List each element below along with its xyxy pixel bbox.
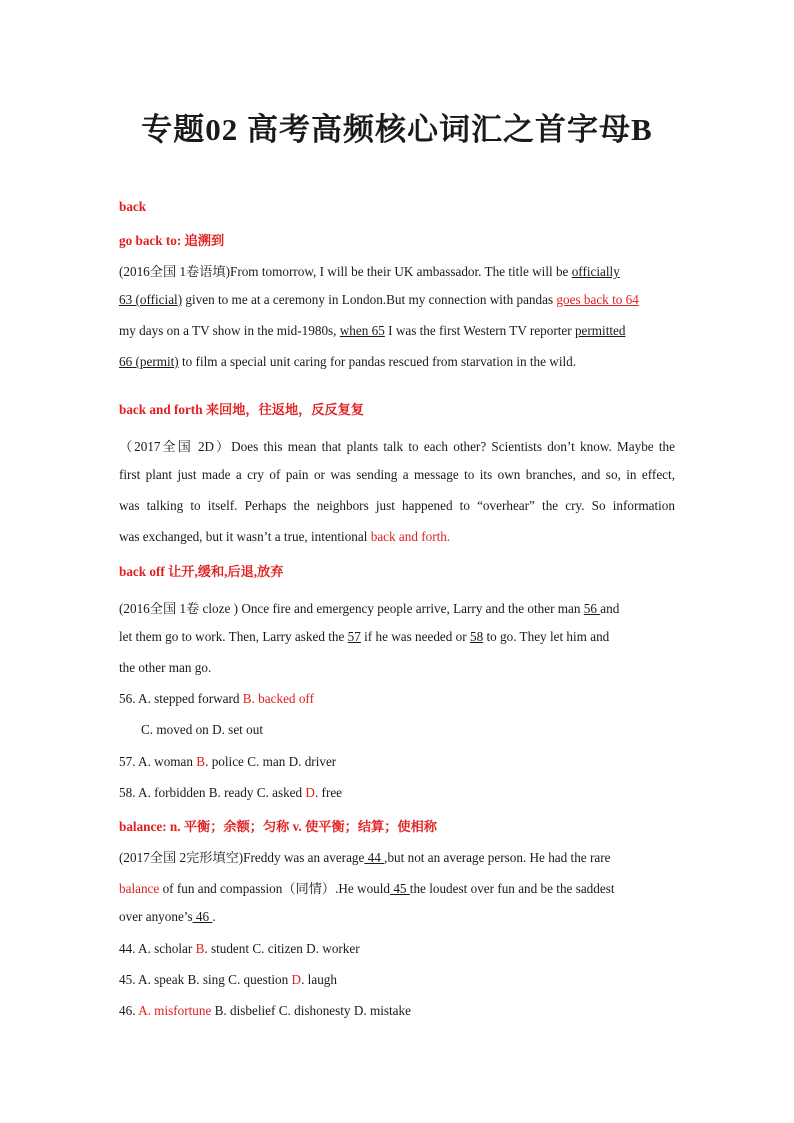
text-span: (2017全国 2完形填空)Freddy was an average bbox=[119, 850, 365, 865]
text-span: (2016全国 1卷语填)From tomorrow, I will be their UK ambassador. The title will be bbox=[119, 264, 572, 279]
text-line bbox=[119, 261, 620, 280]
highlighted-phrase: goes back to 64 bbox=[556, 292, 639, 307]
option-text: . police C. man D. driver bbox=[205, 754, 337, 769]
correct-option: D bbox=[291, 972, 302, 987]
text-span: of fun and compassion（同情）.He would bbox=[159, 881, 391, 896]
correct-option: B. backed off bbox=[242, 691, 314, 706]
phrase-label: back off bbox=[119, 564, 165, 579]
text-line bbox=[119, 847, 610, 866]
phrase-meaning: 来回地，往返地，反反复复 bbox=[205, 402, 365, 417]
text-line: was talking to itself. Perhaps the neighbors just happened to “overhear” the cry. So information bbox=[119, 498, 675, 513]
option-text: 45. A. speak B. sing C. question bbox=[119, 972, 292, 987]
phrase-heading-back-and-forth bbox=[119, 399, 364, 418]
underlined-answer: when 65 bbox=[339, 323, 385, 338]
blank-number: 45 bbox=[390, 881, 410, 896]
text-span: let them go to work. Then, Larry asked the bbox=[119, 629, 348, 644]
correct-option: A. misfortune bbox=[138, 1003, 212, 1018]
correct-option: B bbox=[195, 941, 205, 956]
text-line: first plant just made a cry of pain or was sending a message to its own branches, and so, in effect, bbox=[119, 467, 675, 482]
highlighted-phrase: back and forth. bbox=[370, 529, 451, 544]
option-text: B. disbelief C. dishonesty D. mistake bbox=[211, 1003, 411, 1018]
blank-number: 58 bbox=[469, 629, 484, 644]
underlined-answer: 66 (permit) bbox=[119, 354, 179, 369]
text-line bbox=[119, 292, 639, 308]
blank-number: 56 bbox=[583, 601, 601, 616]
question-46 bbox=[119, 1003, 411, 1019]
word-heading-balance: balance: n. 平衡；余额；匀称 v. 使平衡；结算；使相称 bbox=[119, 819, 437, 834]
question-45 bbox=[119, 972, 337, 988]
question-56-options: C. moved on D. set out bbox=[141, 722, 263, 737]
underlined-answer: permitted bbox=[574, 323, 626, 338]
option-text: . free bbox=[314, 785, 343, 800]
text-span: ,but not an average person. He had the rare bbox=[384, 850, 611, 865]
text-line bbox=[119, 878, 615, 897]
question-56 bbox=[119, 691, 314, 707]
text-line: the other man go. bbox=[119, 660, 212, 675]
text-line bbox=[119, 354, 576, 370]
text-span: . bbox=[212, 909, 216, 924]
highlighted-phrase: balance bbox=[119, 881, 160, 896]
page-title: 专题02 高考高频核心词汇之首字母B bbox=[141, 112, 653, 147]
phrase-meaning: 追溯到 bbox=[184, 233, 225, 248]
text-line bbox=[119, 323, 625, 339]
underlined-answer: officially bbox=[571, 264, 620, 279]
blank-number: 57 bbox=[347, 629, 361, 644]
text-span: given to me at a ceremony in London.But my connection with pandas bbox=[182, 292, 557, 307]
text-line bbox=[119, 598, 619, 617]
option-text: 57. A. woman bbox=[119, 754, 197, 769]
text-line: （2017全国 2D）Does this mean that plants talk to each other? Scientists don’t know. Maybe the bbox=[119, 439, 675, 454]
option-text: . student C. citizen D. worker bbox=[204, 941, 360, 956]
text-span: my days on a TV show in the mid-1980s, bbox=[119, 323, 340, 338]
text-line bbox=[119, 909, 216, 925]
text-span: I was the first Western TV reporter bbox=[384, 323, 575, 338]
text-span: to film a special unit caring for pandas rescued from starvation in the wild. bbox=[178, 354, 577, 369]
question-57 bbox=[119, 754, 336, 770]
question-58 bbox=[119, 785, 342, 801]
text-line bbox=[119, 529, 450, 545]
underlined-answer: 63 (official) bbox=[119, 292, 183, 307]
option-text: 46. bbox=[119, 1003, 139, 1018]
blank-number: 46 bbox=[192, 909, 213, 924]
question-44 bbox=[119, 941, 360, 957]
option-text: 56. A. stepped forward bbox=[119, 691, 243, 706]
text-span: and bbox=[600, 601, 620, 616]
phrase-heading-back-off bbox=[119, 561, 283, 580]
phrase-label: go back to: bbox=[119, 233, 182, 248]
text-span: if he was needed or bbox=[360, 629, 470, 644]
text-span: was exchanged, but it wasn’t a true, intentional bbox=[119, 529, 371, 544]
blank-number: 44 bbox=[364, 850, 385, 865]
option-text: 44. A. scholar bbox=[119, 941, 196, 956]
text-line bbox=[119, 629, 609, 645]
phrase-label: back and forth bbox=[119, 402, 203, 417]
correct-option: D bbox=[305, 785, 315, 800]
text-span: over anyone’s bbox=[119, 909, 193, 924]
phrase-meaning: 让开,缓和,后退,放弃 bbox=[168, 564, 284, 579]
word-heading-back: back bbox=[119, 199, 147, 214]
text-span: (2016全国 1卷 cloze ) Once fire and emergency people arrive, Larry and the other man bbox=[119, 601, 584, 616]
text-span: the loudest over fun and be the saddest bbox=[409, 881, 615, 896]
phrase-heading-go-back-to bbox=[119, 230, 224, 249]
option-text: 58. A. forbidden B. ready C. asked bbox=[119, 785, 306, 800]
text-span: to go. They let him and bbox=[483, 629, 610, 644]
correct-option: B bbox=[196, 754, 206, 769]
option-text: . laugh bbox=[301, 972, 337, 987]
